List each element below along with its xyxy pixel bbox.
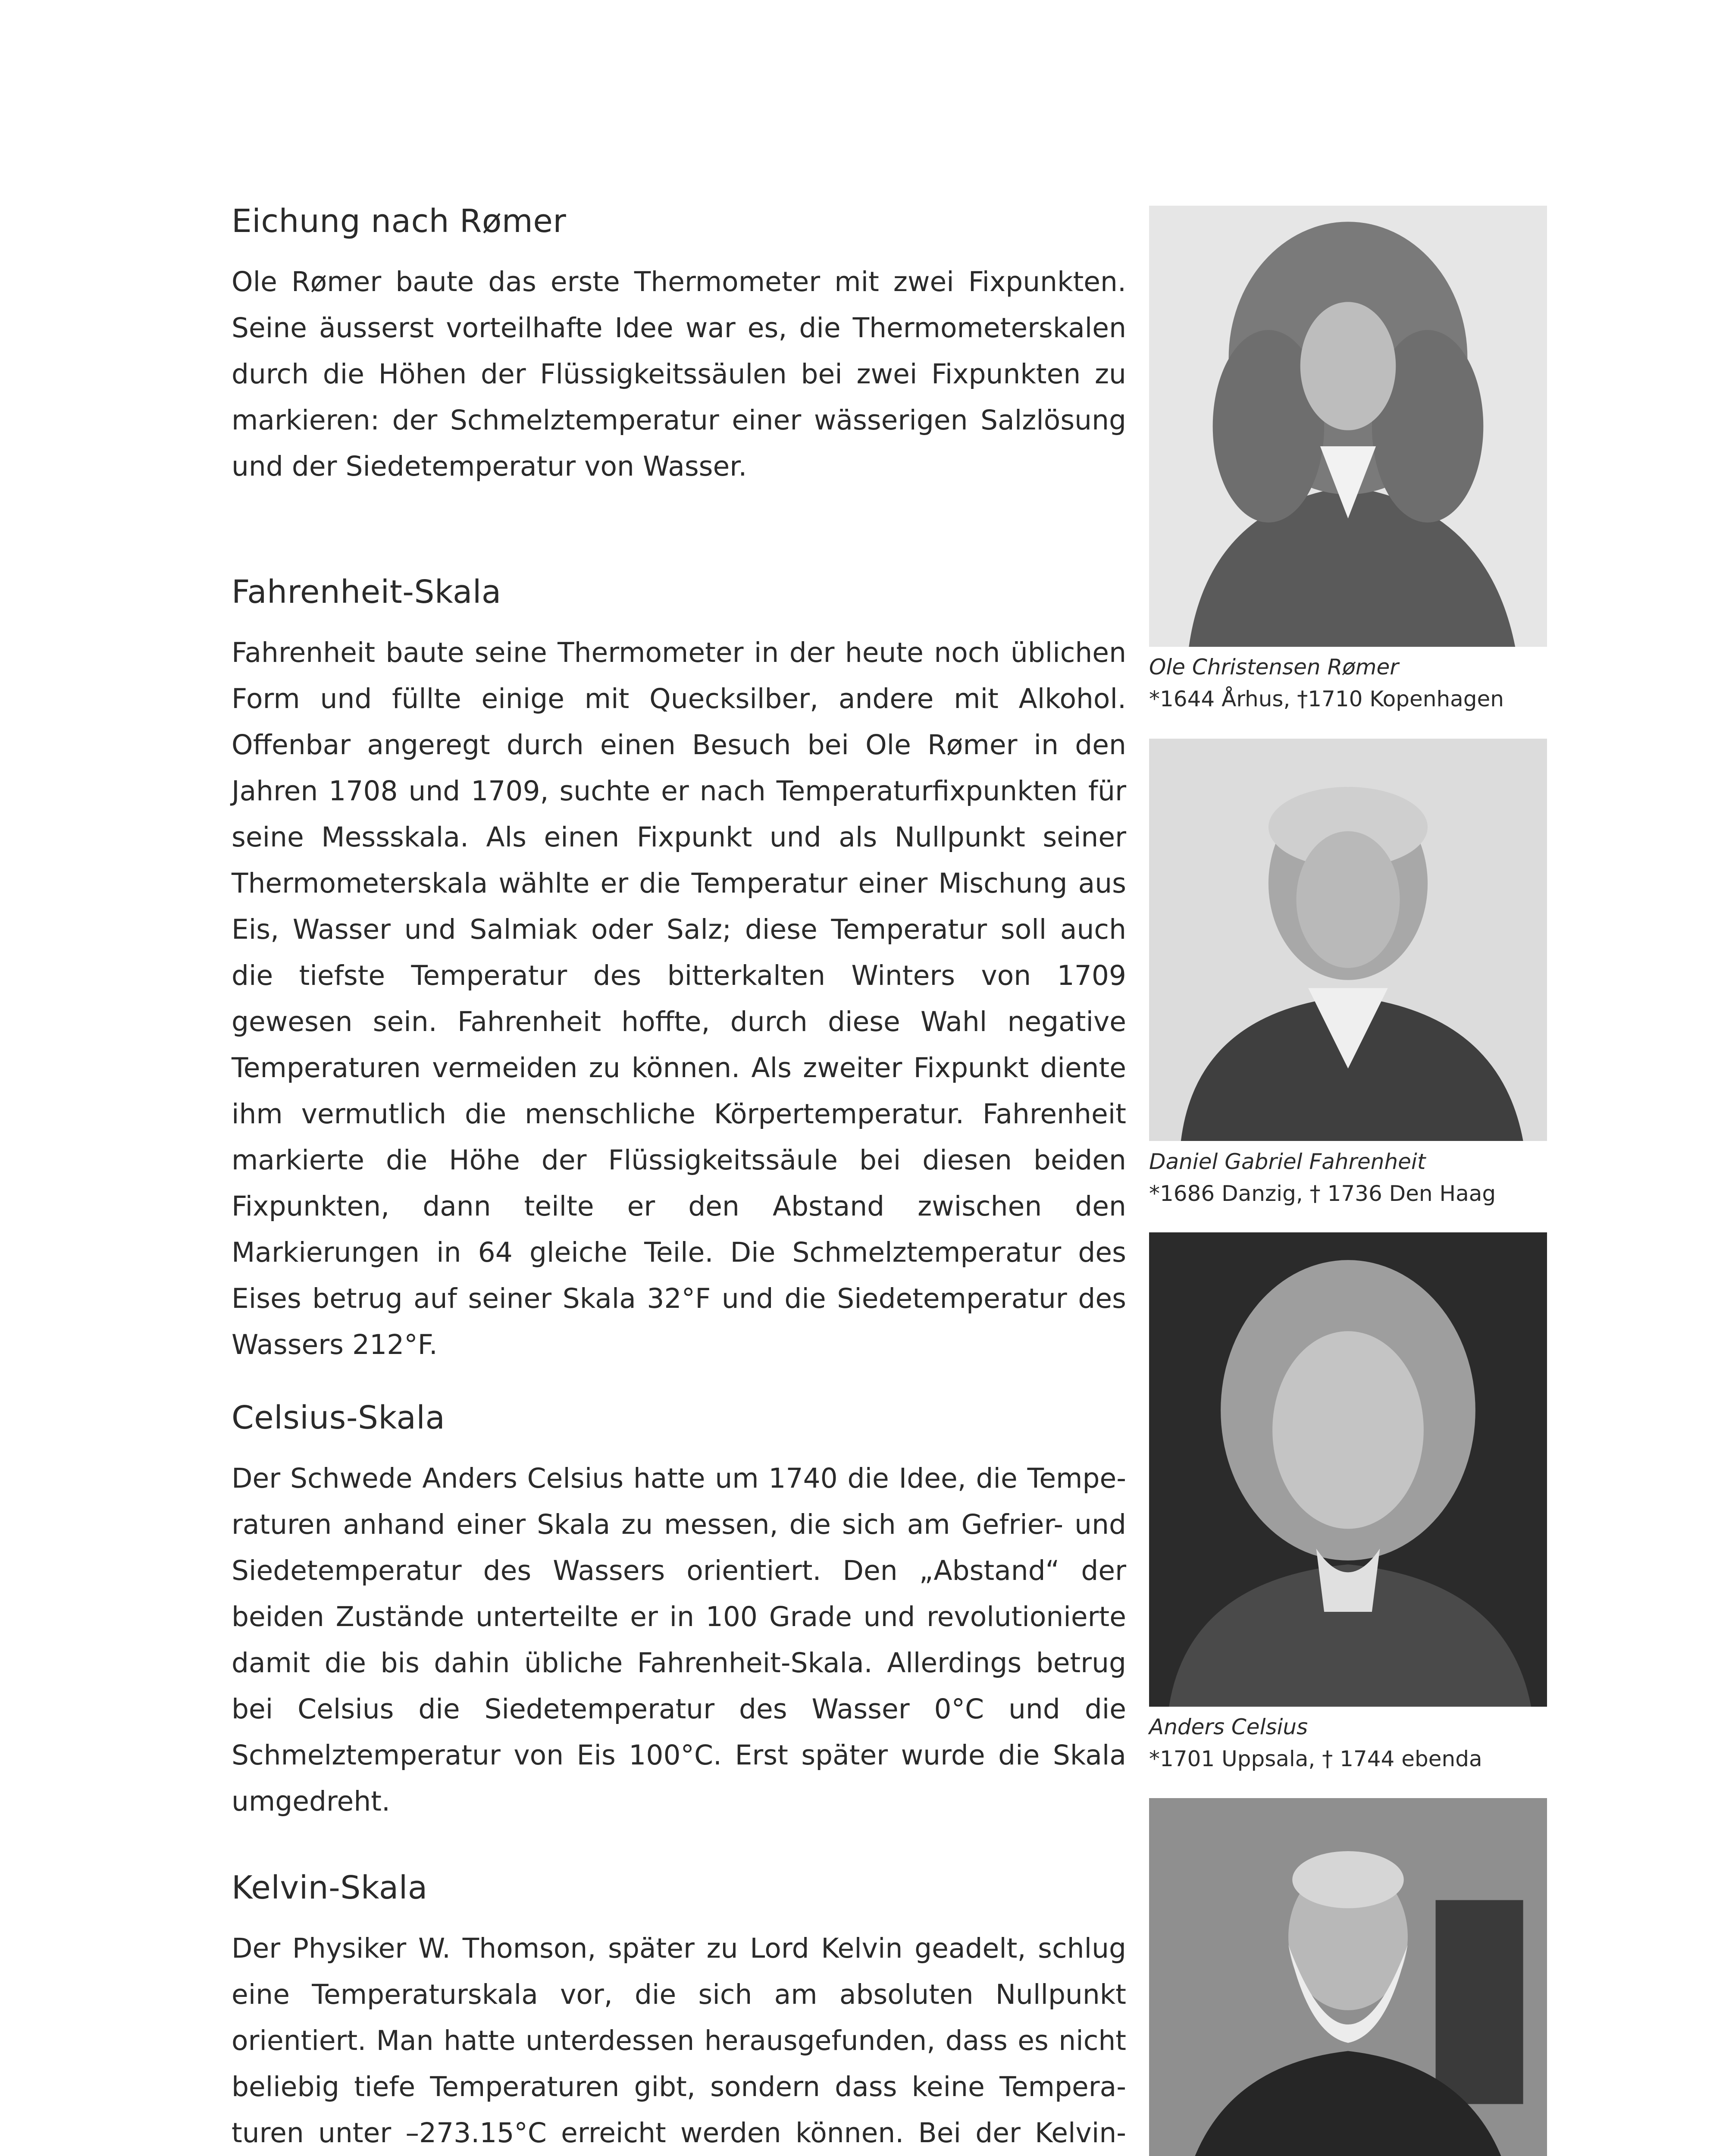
portrait-kelvin [1149,1798,1547,2156]
portrait-caption-celsius [1149,1711,1482,1775]
section-text: Der Schwede Anders Celsius hatte um 1740 die Idee, die Temperaturen anhand einer Skala zu messen, die sich am Gefrier- und Siedetemperatur des Wassers orientiert. Den „Abstand“ der beiden Zustände unterteilte er in 100 Grade und revolutionierte damit die bis dahin übliche Fahrenheit-Skala. Allerdings betrug bei Celsius die Siedetemperatur des Wasser 0°C und die Schmelztemperatur von Eis 100°C. Erst später wurde die Skala umgedreht. [232,1463,1126,1817]
section-text: Ole Rømer baute das erste Thermometer mit zwei Fixpunkten. Seine äusserst vorteilhafte Idee war es, die Thermometerskalen durch die Höhen der Flüssigkeitssäulen bei zwei Fixpunkten zu markieren: der Schmelztemperatur einer wässerigen Salzlösung und der Siedetemperatur von Wasser. [232,266,1126,482]
portrait-name: Anders Celsius [1149,1714,1308,1739]
portrait-dates: *1701 Uppsala, † 1744 ebenda [1149,1746,1482,1771]
portrait-name: Daniel Gabriel Fahrenheit [1149,1149,1426,1174]
portrait-caption-fahrenheit [1149,1146,1496,1210]
section-fahrenheit [232,573,1126,1368]
portrait-dates: *1644 Århus, †1710 Kopenhagen [1149,686,1504,711]
section-text: Der Physiker W. Thomson, später zu Lord Kelvin geadelt, schlug eine Temperaturskala vor, die sich am absoluten Nullpunkt orientiert. Man hatte unterdessen herausgefunden, dass es nicht beliebig tiefe Temperaturen gibt, sondern dass keine Temperaturen unter –273.15°C erreicht werden können. Bei der Kelvin- [232,1933,1126,2149]
section-heading: Fahrenheit-Skala [232,573,501,611]
portrait-dates: *1686 Danzig, † 1736 Den Haag [1149,1181,1496,1206]
section-heading: Celsius-Skala [232,1399,445,1436]
section-celsius [232,1399,1126,1824]
portrait-caption-roemer [1149,651,1504,715]
portrait-name: Ole Christensen Rømer [1149,655,1399,680]
portrait-roemer [1149,206,1547,647]
section-kelvin [232,1869,1126,2156]
portrait-fahrenheit [1149,739,1547,1141]
section-text: Fahrenheit baute seine Thermometer in der heute noch üblichen Form und füllte einige mit Quecksilber, andere mit Alkohol. Offenbar angeregt durch einen Besuch bei Ole Rømer in den Jahren 1708 und 1709, suchte er nach Temperaturfixpunkten für seine Messskala. Als einen Fixpunkt und als Nullpunkt seiner Thermometerskala wählte er die Temperatur einer Mischung aus Eis, Wasser und Salmiak oder Salz; diese Temperatur soll auch die tiefste Temperatur des bitterkalten Winters von 1709 gewesen sein. Fahrenheit hoffte, durch diese Wahl negative Temperaturen vermeiden zu können. Als zweiter Fixpunkt diente ihm vermutlich die menschliche Körpertemperatur. Fahrenheit markierte die Höhe der Flüssigkeitssäule bei diesen beiden Fixpunkten, dann teilte er den Abstand zwischen den Markierungen in 64 gleiche Teile. Die Schmelztemperatur des Eises betrug auf seiner Skala 32°F und die Siedetemperatur des Wassers 212°F. [232,637,1126,1360]
portrait-celsius [1149,1232,1547,1707]
section-heading: Eichung nach Rømer [232,203,567,240]
section-heading: Kelvin-Skala [232,1869,428,1906]
section-roemer [232,203,1126,489]
